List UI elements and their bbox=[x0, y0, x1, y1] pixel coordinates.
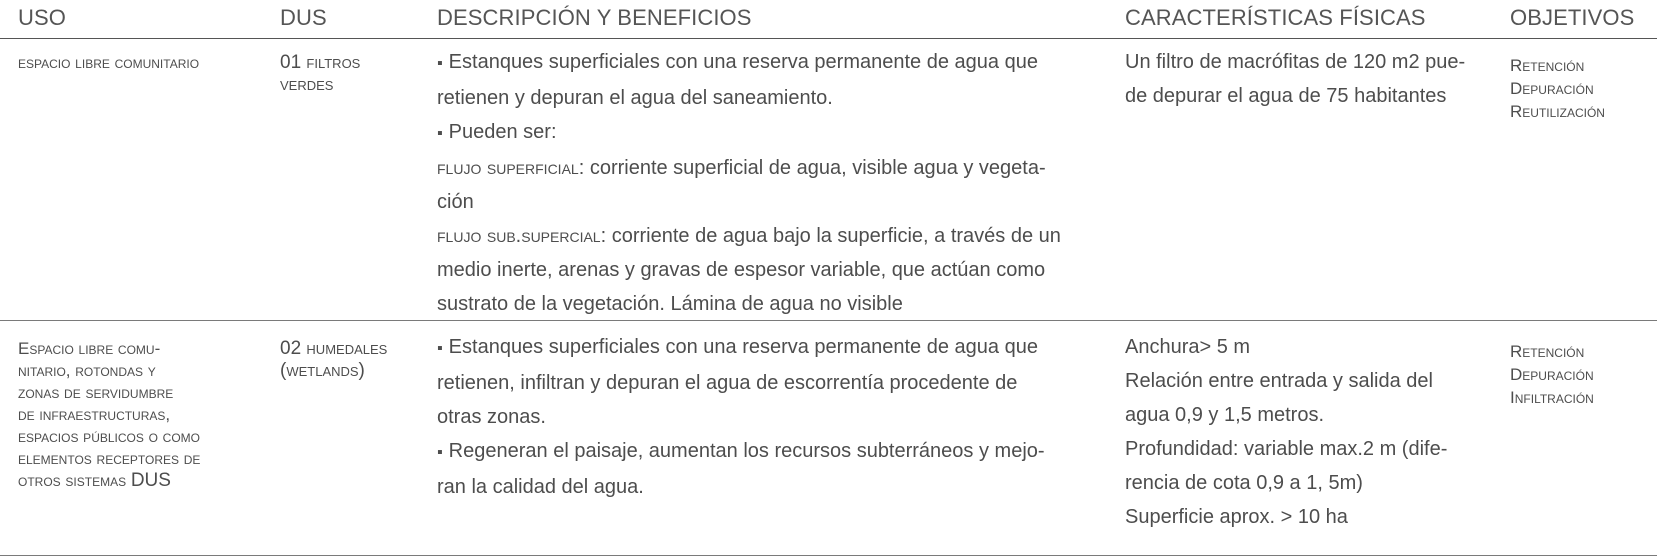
dus-cell bbox=[280, 338, 420, 382]
descripcion-cell bbox=[437, 330, 1102, 504]
car-line: agua 0,9 y 1,5 metros. bbox=[1125, 404, 1325, 426]
desc-bullet: ▪ Estanques superficiales con una reserva permanente de agua que bbox=[437, 330, 1102, 366]
desc-line: retienen y depuran el agua del saneamiento. bbox=[437, 87, 833, 109]
uso-line: elementos receptores de bbox=[18, 449, 201, 468]
objetivos-cell bbox=[1510, 54, 1650, 123]
uso-cell bbox=[18, 338, 268, 492]
uso-line: otros sistemas bbox=[18, 471, 127, 490]
dus-name: humedales bbox=[306, 338, 388, 359]
desc-line: ción bbox=[437, 191, 474, 213]
desc-line: sustrato de la vegetación. Lámina de agua no visible bbox=[437, 293, 903, 315]
dus-name-cont: (wetlands) bbox=[280, 360, 365, 381]
header-uso: USO bbox=[18, 5, 66, 30]
car-line: Profundidad: variable max.2 m (dife- bbox=[1125, 438, 1448, 460]
car-line: de depurar el agua de 75 habitantes bbox=[1125, 85, 1447, 107]
objetivo-item: Depuración bbox=[1510, 79, 1594, 98]
caracteristicas-cell bbox=[1125, 330, 1475, 534]
header-caracteristicas: CARACTERÍSTICAS FÍSICAS bbox=[1125, 5, 1426, 30]
dus-number: 02 bbox=[280, 338, 302, 359]
uso-line: espacios públicos o como bbox=[18, 427, 200, 446]
descripcion-cell bbox=[437, 45, 1102, 321]
desc-text: : corriente de agua bajo la superficie, a través de un bbox=[600, 225, 1061, 247]
car-line: Anchura> 5 m bbox=[1125, 336, 1251, 358]
uso-line: zonas de servidumbre bbox=[18, 383, 174, 402]
car-line: Relación entre entrada y salida del bbox=[1125, 370, 1433, 392]
objetivo-item: Retención bbox=[1510, 342, 1585, 361]
header-dus: DUS bbox=[280, 5, 327, 30]
car-line: rencia de cota 0,9 a 1, 5m) bbox=[1125, 472, 1363, 494]
dus-name-cont: verdes bbox=[280, 74, 334, 95]
desc-line: ran la calidad del agua. bbox=[437, 476, 644, 498]
desc-line bbox=[437, 151, 1102, 185]
desc-bullet: ▪ Estanques superficiales con una reserva permanente de agua que bbox=[437, 45, 1102, 81]
desc-bullet: ▪ Pueden ser: bbox=[437, 115, 1102, 151]
uso-line: nitario, rotondas y bbox=[18, 361, 156, 380]
header-divider bbox=[0, 38, 1657, 39]
header-objetivos: OBJETIVOS bbox=[1510, 5, 1635, 30]
caracteristicas-cell bbox=[1125, 45, 1475, 113]
desc-label: flujo superficial bbox=[437, 157, 579, 179]
car-line: Superficie aprox. > 10 ha bbox=[1125, 506, 1348, 528]
objetivo-item: Infiltración bbox=[1510, 388, 1594, 407]
dus-cell bbox=[280, 52, 420, 96]
dus-name: filtros bbox=[306, 52, 361, 73]
desc-label: flujo sub.supercial bbox=[437, 225, 601, 247]
objetivos-cell bbox=[1510, 340, 1650, 409]
uso-line: Espacio libre comu- bbox=[18, 339, 161, 358]
objetivo-item: Reutilización bbox=[1510, 102, 1605, 121]
desc-line bbox=[437, 219, 1102, 253]
uso-line: de infraestructuras, bbox=[18, 405, 171, 424]
desc-bullet: ▪ Regeneran el paisaje, aumentan los recursos subterráneos y mejo- bbox=[437, 434, 1102, 470]
uso-dus-acronym: DUS bbox=[130, 470, 171, 491]
row-divider bbox=[0, 320, 1657, 321]
desc-line: medio inerte, arenas y gravas de espesor variable, que actúan como bbox=[437, 259, 1046, 281]
car-line: Un filtro de macrófitas de 120 m2 pue- bbox=[1125, 51, 1466, 73]
desc-line: otras zonas. bbox=[437, 406, 546, 428]
uso-text: espacio libre comunitario bbox=[18, 53, 200, 72]
desc-text: : corriente superficial de agua, visible agua y vegeta- bbox=[578, 157, 1046, 179]
table-bottom-rule bbox=[0, 555, 1657, 556]
desc-line: retienen, infiltran y depuran el agua de escorrentía procedente de bbox=[437, 372, 1018, 394]
dus-number: 01 bbox=[280, 52, 302, 73]
uso-cell bbox=[18, 52, 268, 74]
objetivo-item: Retención bbox=[1510, 56, 1585, 75]
header-descripcion: DESCRIPCIÓN Y BENEFICIOS bbox=[437, 5, 752, 30]
objetivo-item: Depuración bbox=[1510, 365, 1594, 384]
